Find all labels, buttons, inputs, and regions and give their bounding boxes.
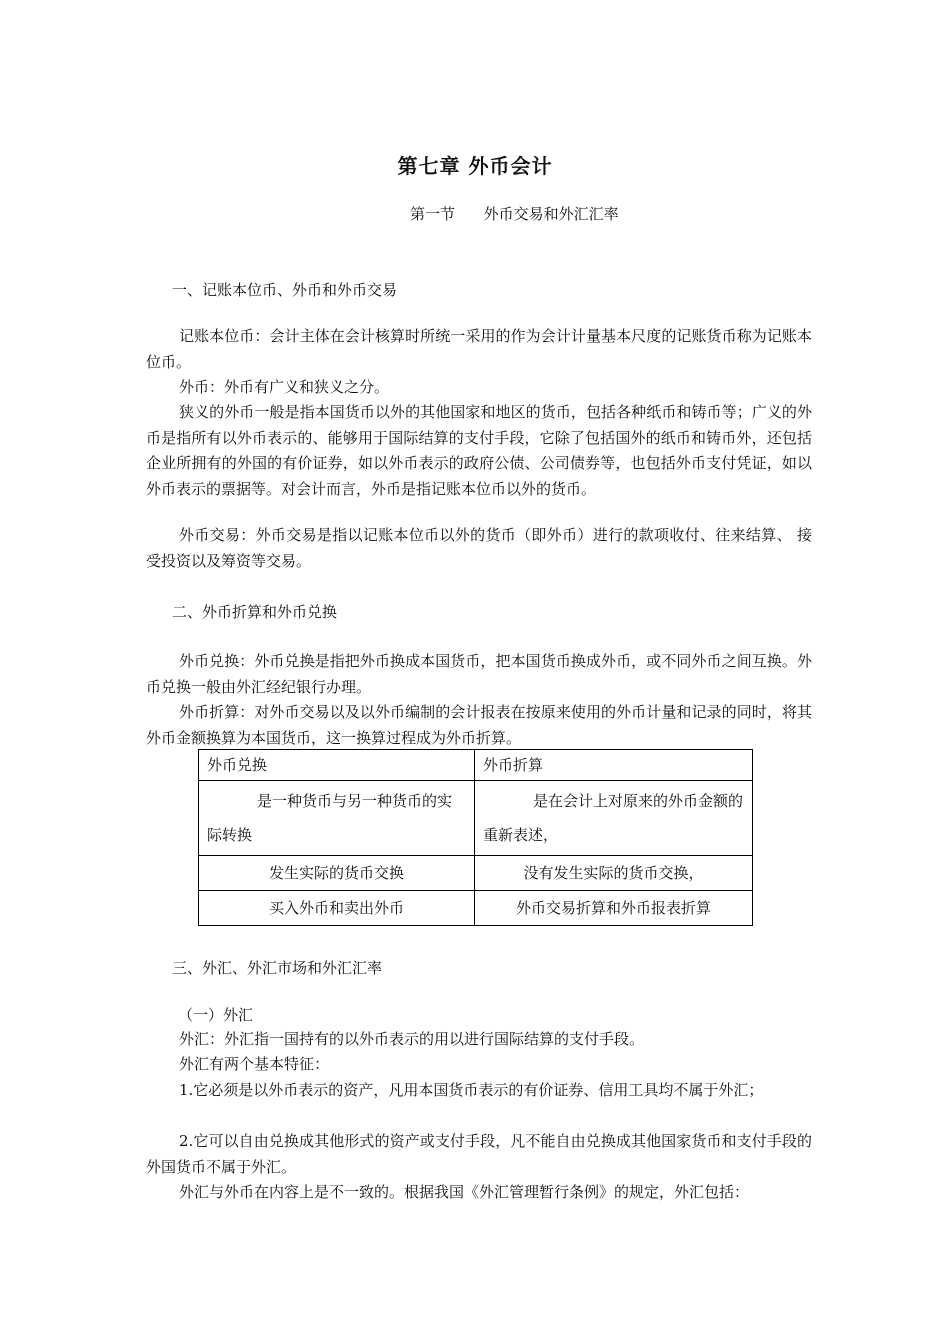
comparison-table <box>198 749 753 926</box>
subheading: （一）外汇 <box>178 1006 254 1024</box>
heading-3: 三、外汇、外汇市场和外汇汇率 <box>172 959 383 977</box>
paragraph: 外币兑换：外币兑换是指把外币换成本国货币，把本国货币换成外币，或不同外币之间互换。外币兑换一般由外汇经纪银行办理。 <box>146 652 812 696</box>
table-row <box>199 891 753 926</box>
table-header-cell: 外币折算 <box>475 750 753 781</box>
paragraph: 外汇与外币在内容上是不一致的。根据我国《外汇管理暂行条例》的规定，外汇包括： <box>179 1183 750 1201</box>
table-header-cell: 外币兑换 <box>199 750 475 781</box>
table-header-row <box>199 750 753 781</box>
paragraph: 外汇：外汇指一国持有的以外币表示的用以进行国际结算的支付手段。 <box>179 1030 645 1048</box>
paragraph: 外币折算：对外币交易以及以外币编制的会计报表在按原来使用的外币计量和记录的同时，将其外币金额换算为本国货币，这一换算过程成为外币折算。 <box>146 703 812 747</box>
paragraph: 外币：外币有广义和狭义之分。 <box>179 378 390 396</box>
heading-2: 二、外币折算和外币兑换 <box>172 603 338 621</box>
chapter-title: 第七章 外币会计 <box>397 154 553 178</box>
paragraph: 外币交易：外币交易是指以记账本位币以外的货币（即外币）进行的款项收付、往来结算、 接受投资以及筹资等交易。 <box>146 526 812 570</box>
paragraph: 狭义的外币一般是指本国货币以外的其他国家和地区的货币，包括各种纸币和铸币等；广义的外币是指所有以外币表示的、能够用于国际结算的支付手段，它除了包括国外的纸币和铸币外，还包括企业所拥有的外国的有价证券，如以外币表示的政府公债、公司债券等，也包括外币支付凭证，如以外币表示的票据等。对会计而言，外币是指记账本位币以外的货币。 <box>146 403 812 498</box>
table-cell: 外币交易折算和外币报表折算 <box>475 891 753 926</box>
table-cell: 发生实际的货币交换 <box>199 856 475 891</box>
table-row <box>199 781 753 856</box>
table-cell: 没有发生实际的货币交换， <box>475 856 753 891</box>
heading-1: 一、记账本位币、外币和外币交易 <box>172 281 398 299</box>
table-cell: 是在会计上对原来的外币金额的重新表述， <box>475 781 753 856</box>
paragraph: 2.它可以自由兑换成其他形式的资产或支付手段，凡不能自由兑换成其他国家货币和支付手段的外国货币不属于外汇。 <box>146 1132 812 1176</box>
section-title: 第一节 外币交易和外汇汇率 <box>410 205 619 223</box>
paragraph: 记账本位币：会计主体在会计核算时所统一采用的作为会计计量基本尺度的记账货币称为记账本位币。 <box>146 327 812 371</box>
table-row <box>199 856 753 891</box>
table-cell: 买入外币和卖出外币 <box>199 891 475 926</box>
table-cell: 是一种货币与另一种货币的实际转换 <box>199 781 475 856</box>
paragraph: 外汇有两个基本特征： <box>179 1055 330 1073</box>
paragraph: 1.它必须是以外币表示的资产，凡用本国货币表示的有价证券、信用工具均不属于外汇； <box>179 1081 764 1099</box>
